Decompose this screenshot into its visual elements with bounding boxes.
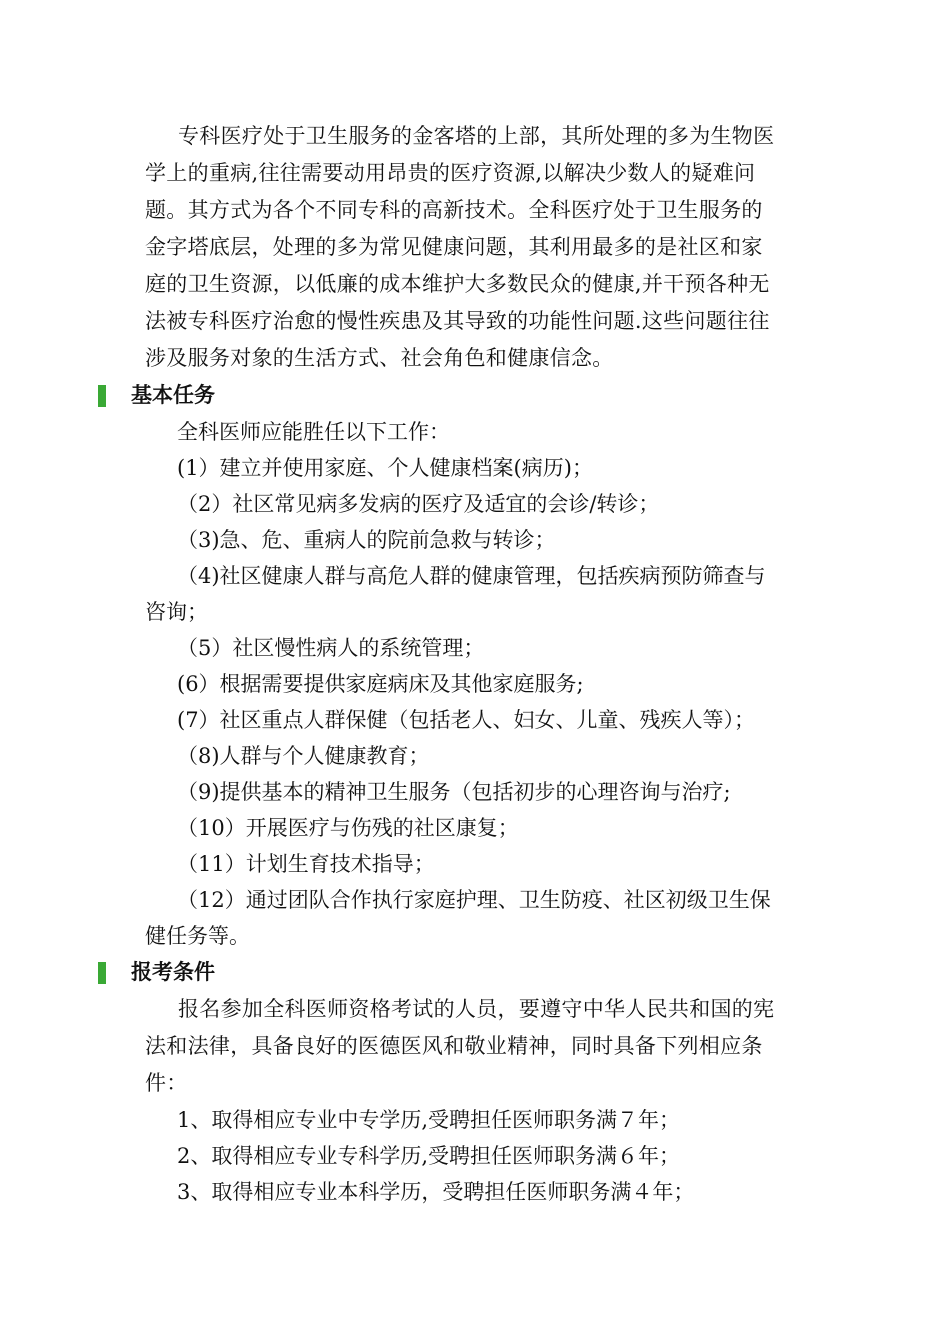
section-heading-tasks	[131, 377, 805, 414]
conditions-intro	[145, 991, 805, 1102]
heading-marker-bar	[98, 962, 106, 984]
task-item: （5）社区慢性病人的系统管理；	[177, 636, 485, 660]
section-heading-conditions	[131, 954, 805, 991]
intro-line: 学上的重病,往往需要动用昂贵的医疗资源,以解决少数人的疑难问	[145, 161, 756, 185]
document-content	[131, 118, 805, 1210]
conditions-intro-line: 件：	[145, 1071, 188, 1095]
intro-line: 庭的卫生资源，以低廉的成本维护大多数民众的健康,并干预各种无	[145, 272, 770, 296]
task-item: (6）根据需要提供家庭病床及其他家庭服务;	[177, 672, 584, 696]
condition-item: 3、取得相应专业本科学历，受聘担任医师职务满４年；	[177, 1180, 695, 1204]
conditions-intro-line: 法和法律，具备良好的医德医风和敬业精神，同时具备下列相应条	[145, 1034, 763, 1058]
task-item	[145, 882, 805, 954]
task-item-continuation: 健任务等。	[145, 924, 250, 948]
task-item-line: （4)社区健康人群与高危人群的健康管理，包括疾病预防筛查与	[177, 564, 766, 588]
heading-marker-bar	[98, 385, 106, 407]
section-heading-text: 基本任务	[131, 383, 215, 407]
section-heading-text: 报考条件	[131, 960, 215, 984]
intro-line: 金字塔底层，处理的多为常见健康问题，其利用最多的是社区和家	[145, 235, 763, 259]
task-item: （3)急、危、重病人的院前急救与转诊；	[177, 528, 556, 552]
task-item: （9)提供基本的精神卫生服务（包括初步的心理咨询与治疗;	[177, 780, 731, 804]
task-item: （8)人群与个人健康教育；	[177, 744, 430, 768]
tasks-intro: 全科医师应能胜任以下工作：	[177, 420, 450, 444]
intro-paragraph	[145, 118, 805, 377]
conditions-intro-line: 报名参加全科医师资格考试的人员，要遵守中华人民共和国的宪	[178, 997, 775, 1021]
intro-line: 专科医疗处于卫生服务的金客塔的上部，其所处理的多为生物医	[178, 124, 775, 148]
condition-item: 1、取得相应专业中专学历,受聘担任医师职务满７年；	[177, 1108, 681, 1132]
intro-line: 涉及服务对象的生活方式、社会角色和健康信念。	[145, 346, 614, 370]
task-item: (1）建立并使用家庭、个人健康档案(病历)；	[177, 456, 593, 480]
task-item: （2）社区常见病多发病的医疗及适宜的会诊/转诊；	[177, 492, 660, 516]
intro-line: 法被专科医疗治愈的慢性疾患及其导致的功能性问题.这些问题往往	[145, 309, 770, 333]
task-item: (7）社区重点人群保健（包括老人、妇女、儿童、残疾人等）；	[177, 708, 756, 732]
task-item	[145, 558, 805, 630]
condition-item: 2、取得相应专业专科学历,受聘担任医师职务满６年；	[177, 1144, 681, 1168]
task-item-line: （12）通过团队合作执行家庭护理、卫生防疫、社区初级卫生保	[177, 888, 771, 912]
task-item: （10）开展医疗与伤残的社区康复；	[177, 816, 519, 840]
task-item-continuation: 咨询；	[145, 600, 208, 624]
intro-line: 题。其方式为各个不同专科的高新技术。全科医疗处于卫生服务的	[145, 198, 763, 222]
task-item: （11）计划生育技术指导；	[177, 852, 435, 876]
